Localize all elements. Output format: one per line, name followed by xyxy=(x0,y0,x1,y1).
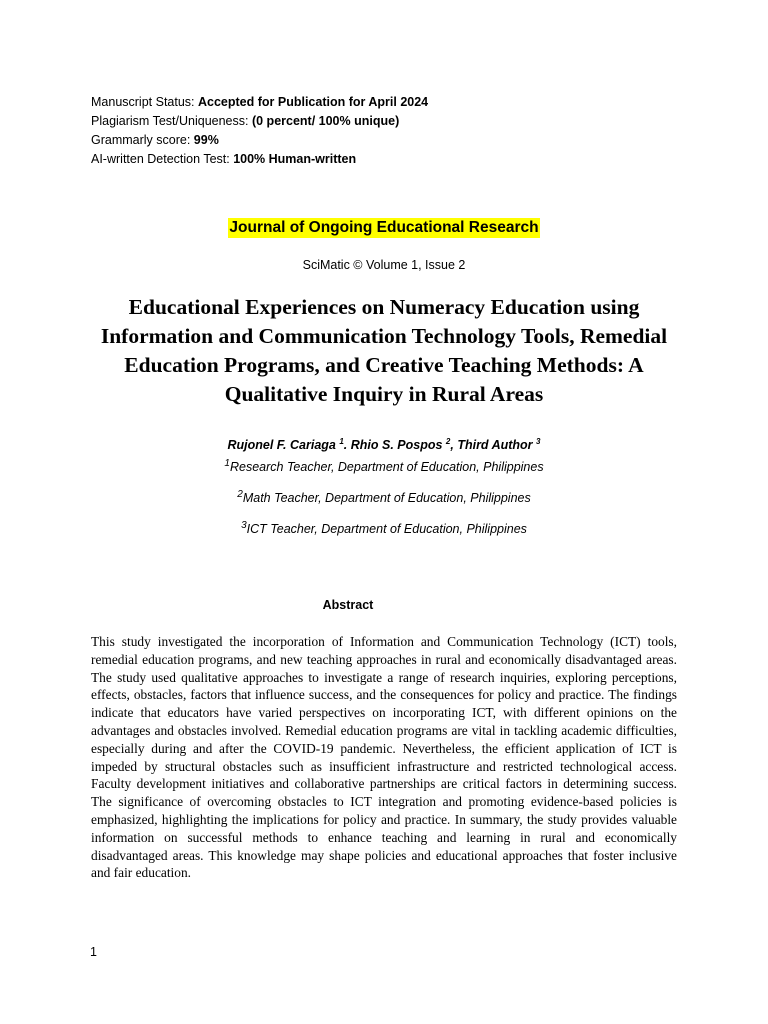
abstract-heading: Abstract xyxy=(322,598,374,612)
ai-detection-line xyxy=(91,150,428,169)
affiliation-text: Research Teacher, Department of Education, Philippines xyxy=(229,460,544,475)
status-value: Accepted for Publication for April 2024 xyxy=(198,95,429,109)
author-name: Rujonel F. Cariaga xyxy=(227,438,336,453)
affiliation-superscript: 2 xyxy=(237,489,243,500)
manuscript-status-line xyxy=(91,93,428,112)
author-superscript: 1 xyxy=(339,437,344,446)
journal-header xyxy=(0,218,768,238)
affiliation-superscript: 1 xyxy=(224,458,230,469)
ai-detection-label: AI-written Detection Test: xyxy=(91,152,234,166)
grammarly-label: Grammarly score: xyxy=(91,133,194,147)
affiliation-text: ICT Teacher, Department of Education, Philippines xyxy=(246,522,527,537)
journal-volume: SciMatic © Volume 1, Issue 2 xyxy=(302,258,466,272)
plagiarism-line xyxy=(91,112,428,131)
author-separator: , xyxy=(450,438,458,453)
affiliation-superscript: 3 xyxy=(241,520,247,531)
author-name: Third Author xyxy=(457,438,533,453)
status-label: Manuscript Status: xyxy=(91,95,198,109)
ai-detection-value: 100% Human-written xyxy=(233,152,357,166)
author-list xyxy=(0,437,768,452)
affiliation-2 xyxy=(0,489,768,505)
affiliation-text: Math Teacher, Department of Education, Philippines xyxy=(242,491,531,506)
affiliation-1 xyxy=(0,458,768,474)
paper-title: Educational Experiences on Numeracy Education using Information and Communication Technology Tools, Remedial Education Programs, and Creative Teaching Methods: A Qualitative Inquiry in Rural Areas xyxy=(100,295,668,406)
author-name: Rhio S. Pospos xyxy=(350,438,443,453)
journal-name: Journal of Ongoing Educational Research xyxy=(229,219,539,236)
author-superscript: 2 xyxy=(445,437,451,446)
grammarly-value: 99% xyxy=(193,133,219,147)
page-number: 1 xyxy=(90,945,97,959)
plagiarism-value: (0 percent/ 100% unique) xyxy=(251,114,400,128)
plagiarism-label: Plagiarism Test/Uniqueness: xyxy=(91,114,252,128)
affiliation-3 xyxy=(0,520,768,536)
manuscript-metadata xyxy=(91,93,428,169)
grammarly-line xyxy=(91,131,428,150)
abstract-body: This study investigated the incorporation of Information and Communication Technology (ICT) tools, remedial education programs, and new teaching approaches in rural and economically disadvantaged areas. The study used qualitative approaches to investigate a range of research inquiries, exploring perceptions, effects, obstacles, factors that influence success, and the consequences for policy and practice. The findings indicate that educators have varied perspectives on incorporating ICT, with different opinions on the advantages and obstacles involved. Remedial education programs are vital in tackling academic difficulties, especially during and after the COVID-19 pandemic. Nevertheless, the efficient application of ICT is impeded by structural obstacles such as insufficient infrastructure and restricted technological access. Faculty development initiatives and collaborative partnerships are critical factors in determining success. The significance of overcoming obstacles to ICT integration and promoting evidence-based policies is emphasized, highlighting the implications for policy and practice. In summary, the study provides valuable information on successful methods to enhance teaching and learning in rural and economically disadvantaged areas. This knowledge may shape policies and educational approaches that foster inclusive and fair education. xyxy=(91,634,677,881)
author-superscript: 3 xyxy=(536,437,541,446)
author-separator: . xyxy=(343,438,351,453)
